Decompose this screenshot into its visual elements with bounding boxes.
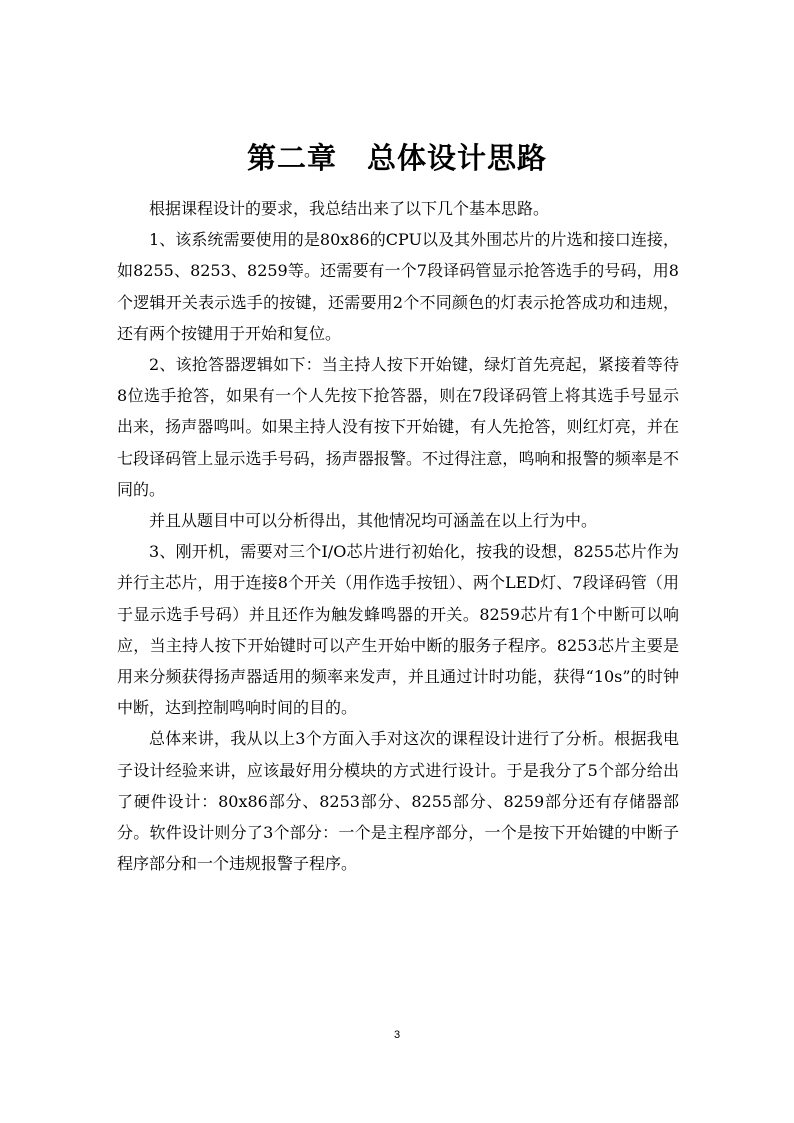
paragraph-point-3: 3、刚开机，需要对三个I/O芯片进行初始化，按我的设想，8255芯片作为并行主芯片，用于连接8个开关（用作选手按钮）、两个LED灯、7段译码管（用于显示选手号码）并且还作为触发蜂鸣器的开关。8259芯片有1个中断可以响应，当主持人按下开始键时可以产生开始中断的服务子程序。8253芯片主要是用来分频获得扬声器适用的频率来发声，并且通过计时功能，获得“10s”的时钟中断，达到控制鸣响时间的目的。 (117, 542, 679, 718)
chapter-title: 第二章 总体设计思路 (246, 141, 547, 175)
paragraph-intro: 根据课程设计的要求，我总结出来了以下几个基本思路。 (149, 199, 550, 218)
paragraph-point-1: 1、该系统需要使用的是80x86的CPU以及其外围芯片的片选和接口连接，如8255、8253、8259等。还需要有一个7段译码管显示抢答选手的号码，用8个逻辑开关表示选手的按键，还需要用2个不同颜色的灯表示抢答成功和违规，还有两个按键用于开始和复位。 (117, 230, 679, 343)
paragraph-summary: 总体来讲，我从以上3个方面入手对这次的课程设计进行了分析。根据我电子设计经验来讲，应该最好用分模块的方式进行设计。于是我分了5个部分给出了硬件设计：80x86部分、8253部分、8255部分、8259部分还有存储器部分。软件设计则分了3个部分：一个是主程序部分，一个是按下开始键的中断子程序部分和一个违规报警子程序。 (117, 729, 679, 874)
page-number: 3 (393, 1029, 401, 1041)
paragraph-point-2: 2、该抢答器逻辑如下：当主持人按下开始键，绿灯首先亮起，紧接着等待8位选手抢答，如果有一个人先按下抢答器，则在7段译码管上将其选手号显示出来，扬声器鸣叫。如果主持人没有按下开始键，有人先抢答，则红灯亮，并在七段译码管上显示选手号码，扬声器报警。不过得注意，鸣响和报警的频率是不同的。 (117, 355, 679, 499)
paragraph-note: 并且从题目中可以分析得出，其他情况均可涵盖在以上行为中。 (149, 511, 598, 531)
body-text (117, 193, 679, 879)
